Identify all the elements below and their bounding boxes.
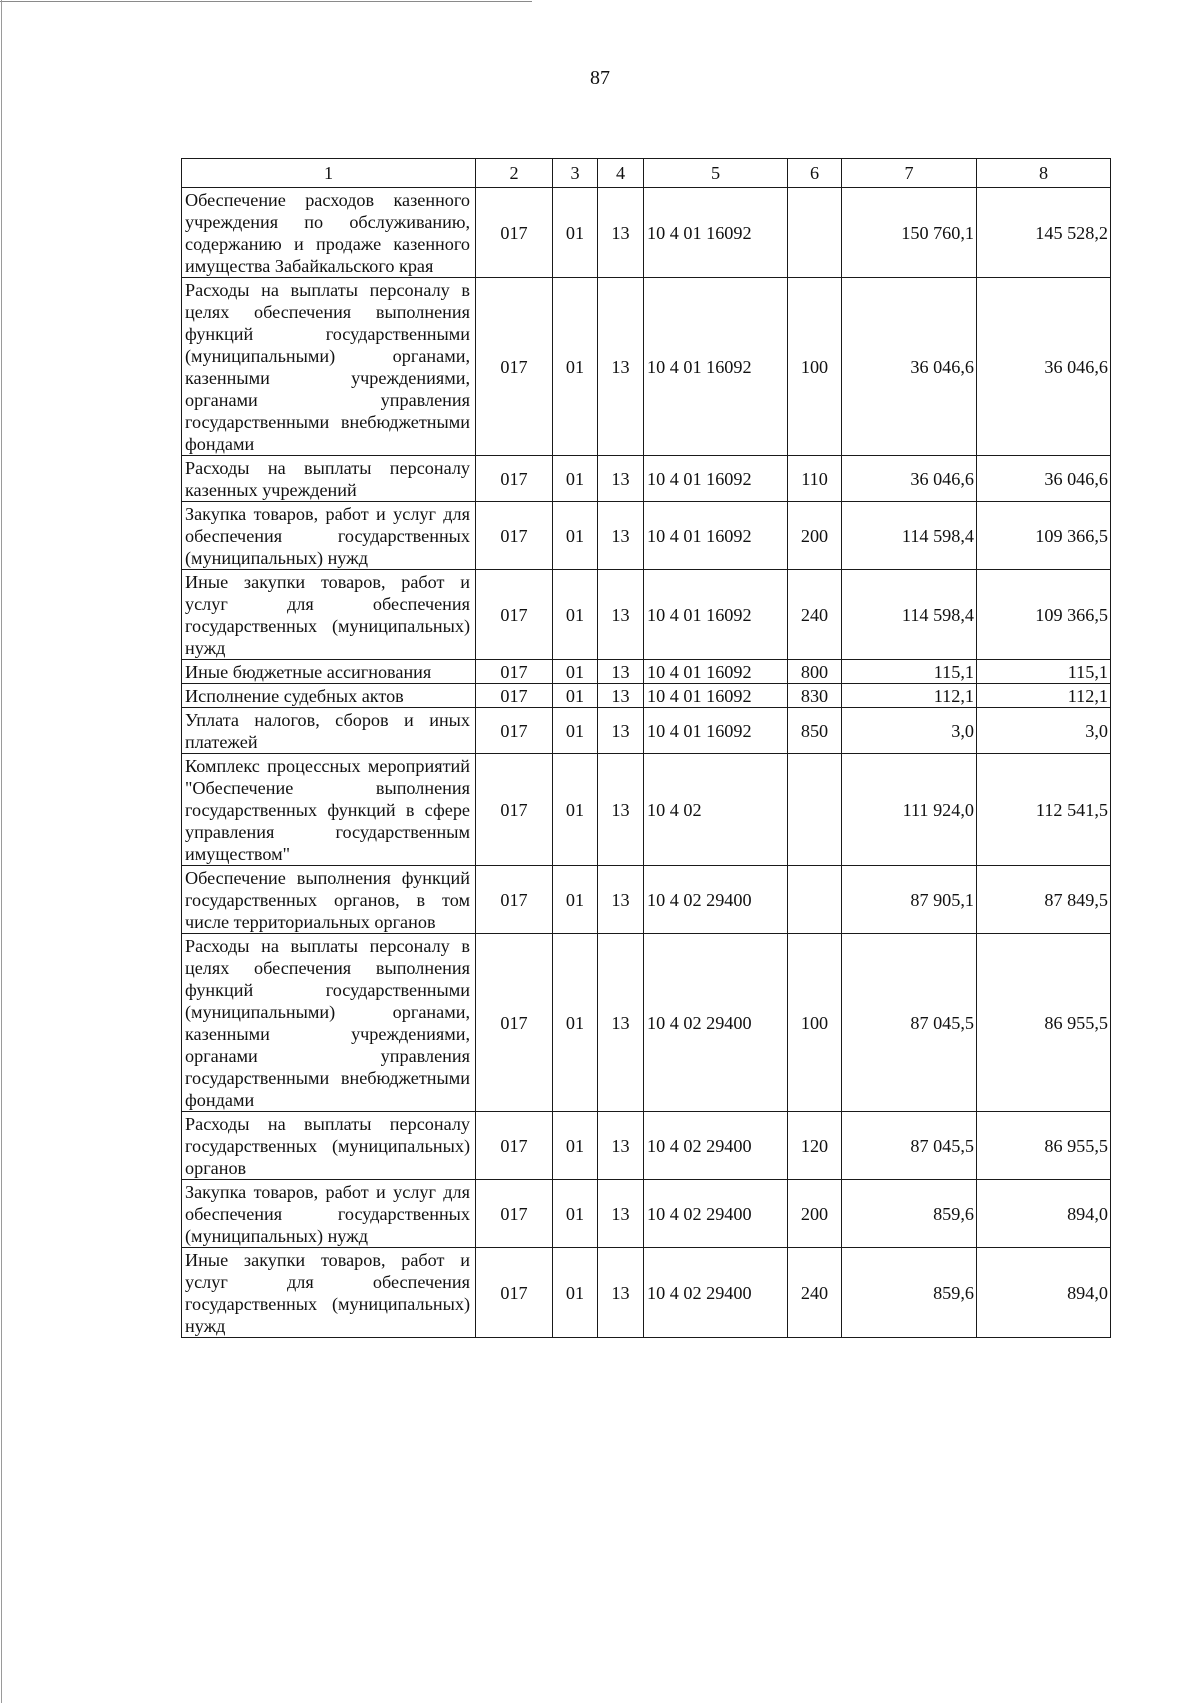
column-header-5: 5 (644, 159, 788, 188)
ministry-code: 017 (476, 570, 553, 660)
column-header-6: 6 (788, 159, 842, 188)
page-left-edge (1, 0, 2, 1703)
amount-column-8: 894,0 (977, 1248, 1111, 1338)
subsection-code: 13 (598, 934, 644, 1112)
target-article-code: 10 4 01 16092 (644, 708, 788, 754)
target-article-code: 10 4 01 16092 (644, 502, 788, 570)
table-row (182, 684, 1111, 708)
table-row (182, 570, 1111, 660)
amount-column-8: 109 366,5 (977, 502, 1111, 570)
amount-column-7: 87 905,1 (842, 866, 977, 934)
table-row (182, 934, 1111, 1112)
target-article-code: 10 4 01 16092 (644, 278, 788, 456)
target-article-code: 10 4 01 16092 (644, 684, 788, 708)
row-name: Иные закупки товаров, работ и услуг для обеспечения государственных (муниципальных) нужд (182, 570, 476, 660)
ministry-code: 017 (476, 1180, 553, 1248)
target-article-code: 10 4 01 16092 (644, 456, 788, 502)
ministry-code: 017 (476, 1248, 553, 1338)
ministry-code: 017 (476, 278, 553, 456)
ministry-code: 017 (476, 1112, 553, 1180)
expense-type-code: 200 (788, 1180, 842, 1248)
ministry-code: 017 (476, 660, 553, 684)
amount-column-8: 112,1 (977, 684, 1111, 708)
amount-column-7: 36 046,6 (842, 456, 977, 502)
amount-column-7: 36 046,6 (842, 278, 977, 456)
amount-column-7: 87 045,5 (842, 1112, 977, 1180)
expense-type-code: 110 (788, 456, 842, 502)
row-name: Закупка товаров, работ и услуг для обеспечения государственных (муниципальных) нужд (182, 1180, 476, 1248)
amount-column-7: 859,6 (842, 1180, 977, 1248)
subsection-code: 13 (598, 570, 644, 660)
target-article-code: 10 4 02 (644, 754, 788, 866)
subsection-code: 13 (598, 684, 644, 708)
ministry-code: 017 (476, 866, 553, 934)
section-code: 01 (553, 754, 598, 866)
expense-type-code: 800 (788, 660, 842, 684)
section-code: 01 (553, 934, 598, 1112)
ministry-code: 017 (476, 188, 553, 278)
table-row (182, 660, 1111, 684)
amount-column-8: 109 366,5 (977, 570, 1111, 660)
table-row (182, 708, 1111, 754)
row-name: Расходы на выплаты персоналу казенных учреждений (182, 456, 476, 502)
amount-column-8: 86 955,5 (977, 934, 1111, 1112)
ministry-code: 017 (476, 754, 553, 866)
section-code: 01 (553, 1180, 598, 1248)
table-row (182, 188, 1111, 278)
amount-column-7: 87 045,5 (842, 934, 977, 1112)
row-name: Расходы на выплаты персоналу в целях обеспечения выполнения функций государственными (муниципальными) органами, казенными учреждениями, органами управления государственными внебюджетными фондами (182, 278, 476, 456)
subsection-code: 13 (598, 1180, 644, 1248)
section-code: 01 (553, 1112, 598, 1180)
column-header-4: 4 (598, 159, 644, 188)
column-header-1: 1 (182, 159, 476, 188)
table-row (182, 1180, 1111, 1248)
expense-type-code (788, 188, 842, 278)
section-code: 01 (553, 502, 598, 570)
expense-type-code (788, 866, 842, 934)
amount-column-8: 86 955,5 (977, 1112, 1111, 1180)
expense-type-code: 100 (788, 934, 842, 1112)
amount-column-7: 114 598,4 (842, 502, 977, 570)
row-name: Комплекс процессных мероприятий "Обеспечение выполнения государственных функций в сфере управления государственным имуществом" (182, 754, 476, 866)
column-header-8: 8 (977, 159, 1111, 188)
amount-column-8: 87 849,5 (977, 866, 1111, 934)
row-name: Иные бюджетные ассигнования (182, 660, 476, 684)
subsection-code: 13 (598, 1112, 644, 1180)
table-row (182, 1112, 1111, 1180)
row-name: Уплата налогов, сборов и иных платежей (182, 708, 476, 754)
amount-column-7: 150 760,1 (842, 188, 977, 278)
subsection-code: 13 (598, 660, 644, 684)
section-code: 01 (553, 188, 598, 278)
header-row (182, 159, 1111, 188)
amount-column-8: 3,0 (977, 708, 1111, 754)
row-name: Расходы на выплаты персоналу государственных (муниципальных) органов (182, 1112, 476, 1180)
ministry-code: 017 (476, 684, 553, 708)
column-header-3: 3 (553, 159, 598, 188)
subsection-code: 13 (598, 708, 644, 754)
ministry-code: 017 (476, 502, 553, 570)
row-name: Расходы на выплаты персоналу в целях обеспечения выполнения функций государственными (муниципальными) органами, казенными учреждениями, органами управления государственными внебюджетными фондами (182, 934, 476, 1112)
row-name: Исполнение судебных актов (182, 684, 476, 708)
budget-table (181, 158, 1111, 1338)
ministry-code: 017 (476, 934, 553, 1112)
table-row (182, 502, 1111, 570)
subsection-code: 13 (598, 1248, 644, 1338)
amount-column-7: 111 924,0 (842, 754, 977, 866)
amount-column-8: 894,0 (977, 1180, 1111, 1248)
table-row (182, 866, 1111, 934)
section-code: 01 (553, 570, 598, 660)
amount-column-7: 112,1 (842, 684, 977, 708)
ministry-code: 017 (476, 456, 553, 502)
target-article-code: 10 4 01 16092 (644, 188, 788, 278)
section-code: 01 (553, 278, 598, 456)
subsection-code: 13 (598, 188, 644, 278)
amount-column-7: 859,6 (842, 1248, 977, 1338)
target-article-code: 10 4 02 29400 (644, 1180, 788, 1248)
expense-type-code (788, 754, 842, 866)
target-article-code: 10 4 02 29400 (644, 1248, 788, 1338)
amount-column-8: 36 046,6 (977, 278, 1111, 456)
row-name: Обеспечение расходов казенного учреждения по обслуживанию, содержанию и продаже казенного имущества Забайкальского края (182, 188, 476, 278)
ministry-code: 017 (476, 708, 553, 754)
section-code: 01 (553, 456, 598, 502)
subsection-code: 13 (598, 866, 644, 934)
section-code: 01 (553, 866, 598, 934)
subsection-code: 13 (598, 754, 644, 866)
amount-column-8: 112 541,5 (977, 754, 1111, 866)
expense-type-code: 240 (788, 570, 842, 660)
target-article-code: 10 4 02 29400 (644, 1112, 788, 1180)
subsection-code: 13 (598, 278, 644, 456)
expense-type-code: 100 (788, 278, 842, 456)
expense-type-code: 120 (788, 1112, 842, 1180)
column-header-7: 7 (842, 159, 977, 188)
target-article-code: 10 4 02 29400 (644, 866, 788, 934)
page-top-edge (0, 1, 532, 2)
amount-column-8: 36 046,6 (977, 456, 1111, 502)
amount-column-8: 115,1 (977, 660, 1111, 684)
amount-column-7: 114 598,4 (842, 570, 977, 660)
amount-column-7: 3,0 (842, 708, 977, 754)
expense-type-code: 830 (788, 684, 842, 708)
section-code: 01 (553, 660, 598, 684)
section-code: 01 (553, 708, 598, 754)
expense-type-code: 240 (788, 1248, 842, 1338)
section-code: 01 (553, 684, 598, 708)
table-row (182, 278, 1111, 456)
row-name: Иные закупки товаров, работ и услуг для обеспечения государственных (муниципальных) нужд (182, 1248, 476, 1338)
section-code: 01 (553, 1248, 598, 1338)
expense-type-code: 850 (788, 708, 842, 754)
amount-column-7: 115,1 (842, 660, 977, 684)
subsection-code: 13 (598, 502, 644, 570)
row-name: Закупка товаров, работ и услуг для обеспечения государственных (муниципальных) нужд (182, 502, 476, 570)
amount-column-8: 145 528,2 (977, 188, 1111, 278)
table-row (182, 754, 1111, 866)
row-name: Обеспечение выполнения функций государственных органов, в том числе территориальных органов (182, 866, 476, 934)
target-article-code: 10 4 02 29400 (644, 934, 788, 1112)
page-number: 87 (590, 67, 610, 89)
target-article-code: 10 4 01 16092 (644, 570, 788, 660)
table-row (182, 456, 1111, 502)
expense-type-code: 200 (788, 502, 842, 570)
column-header-2: 2 (476, 159, 553, 188)
subsection-code: 13 (598, 456, 644, 502)
target-article-code: 10 4 01 16092 (644, 660, 788, 684)
table-row (182, 1248, 1111, 1338)
